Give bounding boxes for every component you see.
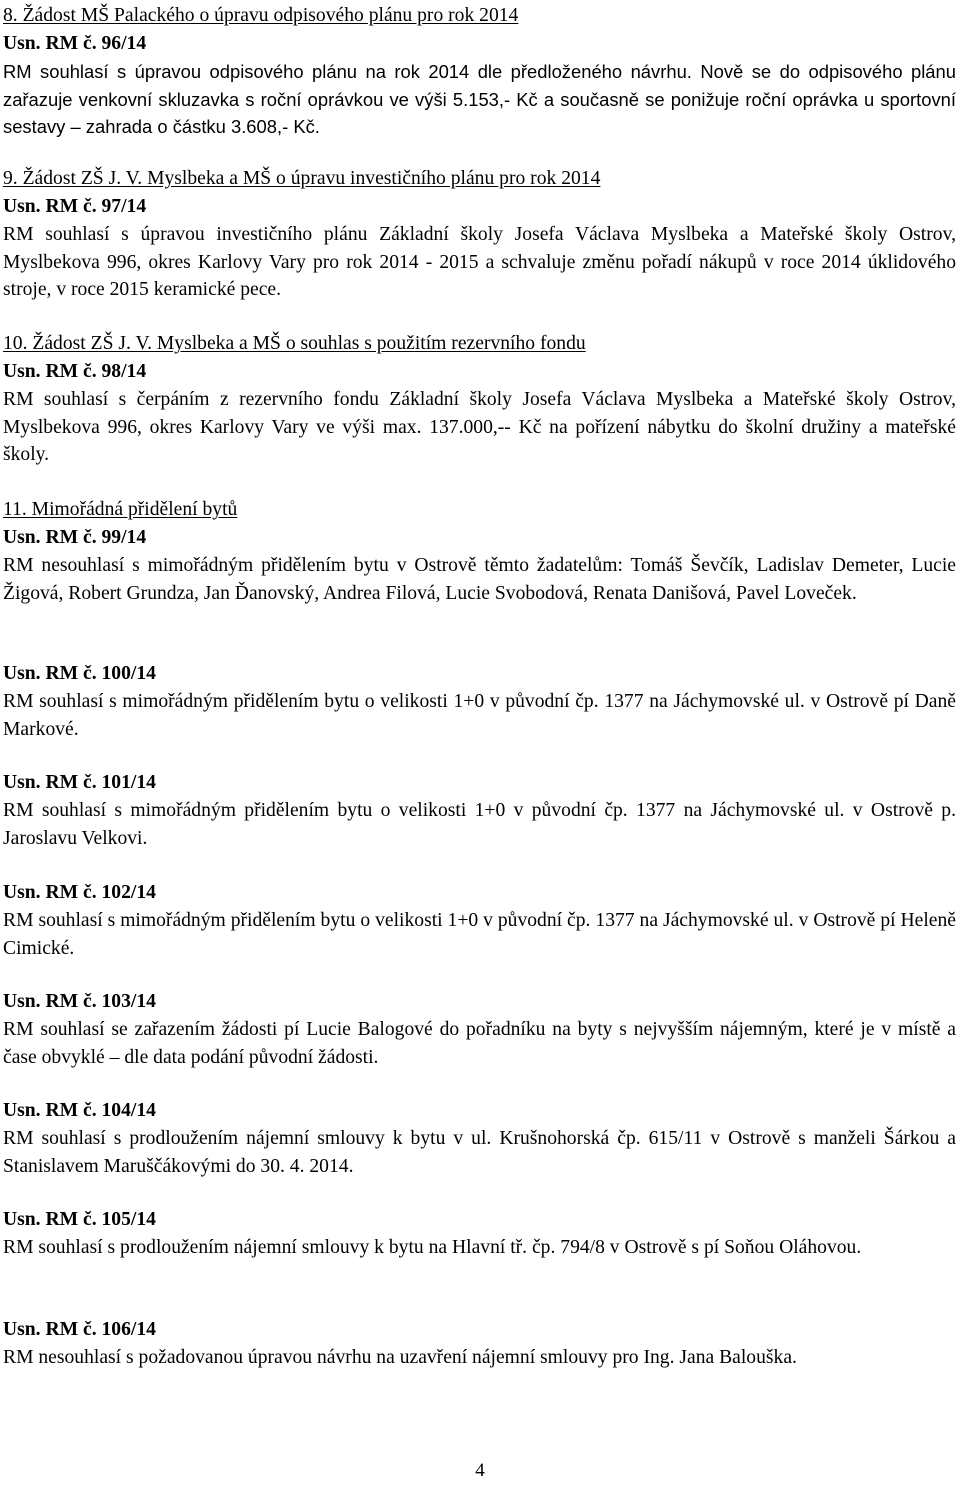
resolution-98: Usn. RM č. 98/14 [3,361,147,382]
resolution-105-text: RM souhlasí s prodloužením nájemní smlouvy k bytu na Hlavní tř. čp. 794/8 v Ostrově s pí Soňou Oláhovou. [3,1237,862,1258]
resolution-96: Usn. RM č. 96/14 [3,33,147,54]
resolution-104-text: RM souhlasí s prodloužením nájemní smlouvy k bytu v ul. Krušnohorská čp. 615/11 v Ostrově s manželi Šárkou a Stanislavem Maruščákovými do 30. 4. 2014. [3,1128,956,1177]
section-8-heading: 8. Žádost MŠ Palackého o úpravu odpisového plánu pro rok 2014 [3,5,519,26]
resolution-99-text: RM nesouhlasí s mimořádným přidělením bytu v Ostrově těmto žadatelům: Tomáš Ševčík, Ladislav Demeter, Lucie Žigová, Robert Grundza, Jan Ďanovský, Andrea Filová, Lucie Svobodová, Renata Danišová, Pavel Loveček. [3,555,956,604]
section-10-text: RM souhlasí s čerpáním z rezervního fondu Základní školy Josefa Václava Myslbeka a Mateřské školy Ostrov, Myslbekova 996, okres Karlovy Vary ve výši max. 137.000,-- Kč na pořízení nábytku do školní družiny a mateřské školy. [3,389,956,465]
resolution-105: Usn. RM č. 105/14 [3,1209,156,1230]
section-9-heading: 9. Žádost ZŠ J. V. Myslbeka a MŠ o úpravu investičního plánu pro rok 2014 [3,168,601,189]
resolution-97: Usn. RM č. 97/14 [3,196,147,217]
resolution-101-text: RM souhlasí s mimořádným přidělením bytu o velikosti 1+0 v původní čp. 1377 na Jáchymovské ul. v Ostrově p. Jaroslavu Velkovi. [3,800,956,849]
resolution-103: Usn. RM č. 103/14 [3,991,156,1012]
section-8-text: RM souhlasí s úpravou odpisového plánu na rok 2014 dle předloženého návrhu. Nově se do odpisového plánu zařazuje venkovní skluzavka s roční oprávkou ve výši 5.153,- Kč a současně se ponižuje roční oprávka u sportovní sestavy – zahrada o částku 3.608,- Kč. [3,61,956,137]
resolution-99: Usn. RM č. 99/14 [3,527,147,548]
section-11-heading: 11. Mimořádná přidělení bytů [3,499,238,520]
resolution-106-text: RM nesouhlasí s požadovanou úpravou návrhu na uzavření nájemní smlouvy pro Ing. Jana Balouška. [3,1347,797,1368]
resolution-101: Usn. RM č. 101/14 [3,772,156,793]
resolution-100-text: RM souhlasí s mimořádným přidělením bytu o velikosti 1+0 v původní čp. 1377 na Jáchymovské ul. v Ostrově pí Daně Markové. [3,691,956,740]
page-number: 4 [475,1460,485,1481]
resolution-100: Usn. RM č. 100/14 [3,663,156,684]
resolution-103-text: RM souhlasí se zařazením žádosti pí Lucie Balogové do pořadníku na byty s nejvyšším nájemným, které je v místě a čase obvyklé – dle data podání původní žádosti. [3,1019,956,1068]
section-10-heading: 10. Žádost ZŠ J. V. Myslbeka a MŠ o souhlas s použitím rezervního fondu [3,333,586,354]
resolution-106: Usn. RM č. 106/14 [3,1319,156,1340]
resolution-102-text: RM souhlasí s mimořádným přidělením bytu o velikosti 1+0 v původní čp. 1377 na Jáchymovské ul. v Ostrově pí Heleně Cimické. [3,910,956,959]
resolution-102: Usn. RM č. 102/14 [3,882,156,903]
resolution-104: Usn. RM č. 104/14 [3,1100,156,1121]
section-9-text: RM souhlasí s úpravou investičního plánu Základní školy Josefa Václava Myslbeka a Mateřské školy Ostrov, Myslbekova 996, okres Karlovy Vary pro rok 2014 - 2015 a schvaluje změnu pořadí nákupů v roce 2014 úklidového stroje, v roce 2015 keramické pece. [3,224,956,300]
